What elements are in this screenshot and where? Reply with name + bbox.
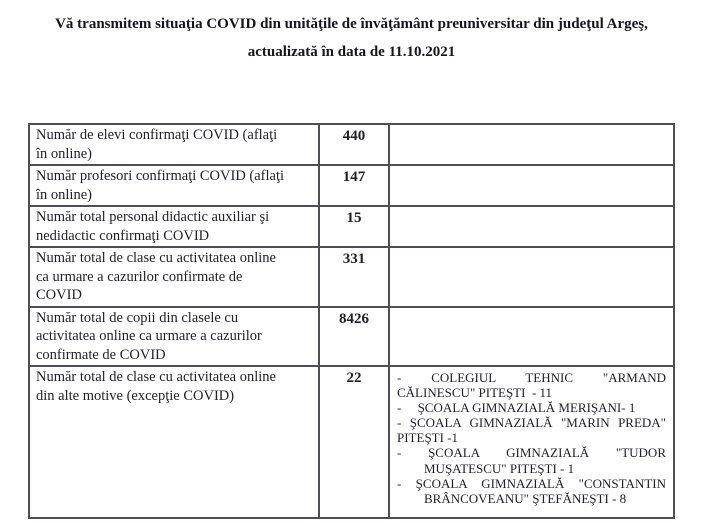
row-value-cell: 331 (319, 247, 389, 307)
row-label-line: din alte motive (excepţie COVID) (36, 387, 235, 404)
row-value-cell: 147 (319, 165, 389, 206)
row-value-cell: 22 (319, 366, 389, 518)
row-notes-cell (389, 165, 674, 206)
row-notes-cell (389, 307, 674, 367)
row-label-cell (29, 165, 319, 206)
row-label-line: Număr total de clase cu activitatea online (36, 250, 276, 266)
row-value-cell: 15 (319, 206, 389, 247)
covid-situation-table (28, 123, 675, 519)
row-notes-cell-schools-list (389, 366, 674, 518)
row-label-cell (29, 366, 319, 518)
row-label-line: în online) (36, 145, 92, 162)
school-list-line: PITEŞTI -1 (397, 430, 459, 446)
row-label-line: Număr total personal didactic auxiliar şi (36, 209, 270, 225)
row-label-line: Număr total de copii din clasele cu (36, 309, 239, 326)
row-label-line: în online) (36, 186, 92, 203)
row-label-cell (29, 307, 319, 367)
document-title-line-1: Vă transmitem situaţia COVID din unităţile de învăţământ preuniversitar din judeţul Argeş, (55, 16, 648, 32)
school-list-line: MUŞATESCU" PITEŞTI - 1 (424, 460, 575, 476)
row-label-line: nedidactic confirmaţi COVID (36, 227, 210, 244)
row-label-line: Număr profesori confirmaţi COVID (aflaţi (36, 168, 285, 184)
document-title (0, 10, 703, 66)
row-label-line: ca urmare a cazurilor confirmate de (36, 268, 243, 285)
school-list-line: - ŞCOALA GIMNAZIALĂ "MARIN PREDA" (397, 415, 666, 431)
table-row-elevi-confirmati (29, 124, 674, 165)
row-label-line: Număr total de clase cu activitatea online (36, 369, 276, 385)
table-row-personal-didactic (29, 206, 674, 247)
row-value-cell: 8426 (319, 307, 389, 367)
table-row-clase-online-covid (29, 247, 674, 307)
row-label-cell (29, 206, 319, 247)
table-row-clase-online-alte-motive (29, 366, 674, 518)
table-row-profesori-confirmati (29, 165, 674, 206)
row-label-line: Număr de elevi confirmaţi COVID (aflaţi (36, 127, 278, 143)
row-label-line: COVID (36, 287, 82, 303)
row-value-cell: 440 (319, 124, 389, 165)
row-notes-cell (389, 124, 674, 165)
school-list-line: - ŞCOALA GIMNAZIALĂ "CONSTANTIN (397, 475, 666, 491)
school-list-line: - ŞCOALA GIMNAZIALĂ MERIŞANI- 1 (397, 400, 636, 416)
school-list-line: - COLEGIUL TEHNIC "ARMAND (397, 370, 666, 385)
school-list-line: - ŞCOALA GIMNAZIALĂ "TUDOR (397, 445, 666, 461)
school-list-line: CĂLINESCU" PITEŞTI - 11 (397, 385, 553, 401)
row-label-cell (29, 124, 319, 165)
row-notes-cell (389, 206, 674, 247)
row-notes-cell (389, 247, 674, 307)
row-label-line: confirmate de COVID (36, 346, 166, 363)
table-row-copii-online-covid (29, 307, 674, 367)
row-label-cell (29, 247, 319, 307)
row-label-line: activitatea online ca urmare a cazurilor (36, 328, 262, 344)
school-list-line: BRÂNCOVEANU" ŞTEFĂNEŞTI - 8 (424, 490, 627, 506)
document-title-line-2: actualizată în data de 11.10.2021 (247, 44, 456, 60)
